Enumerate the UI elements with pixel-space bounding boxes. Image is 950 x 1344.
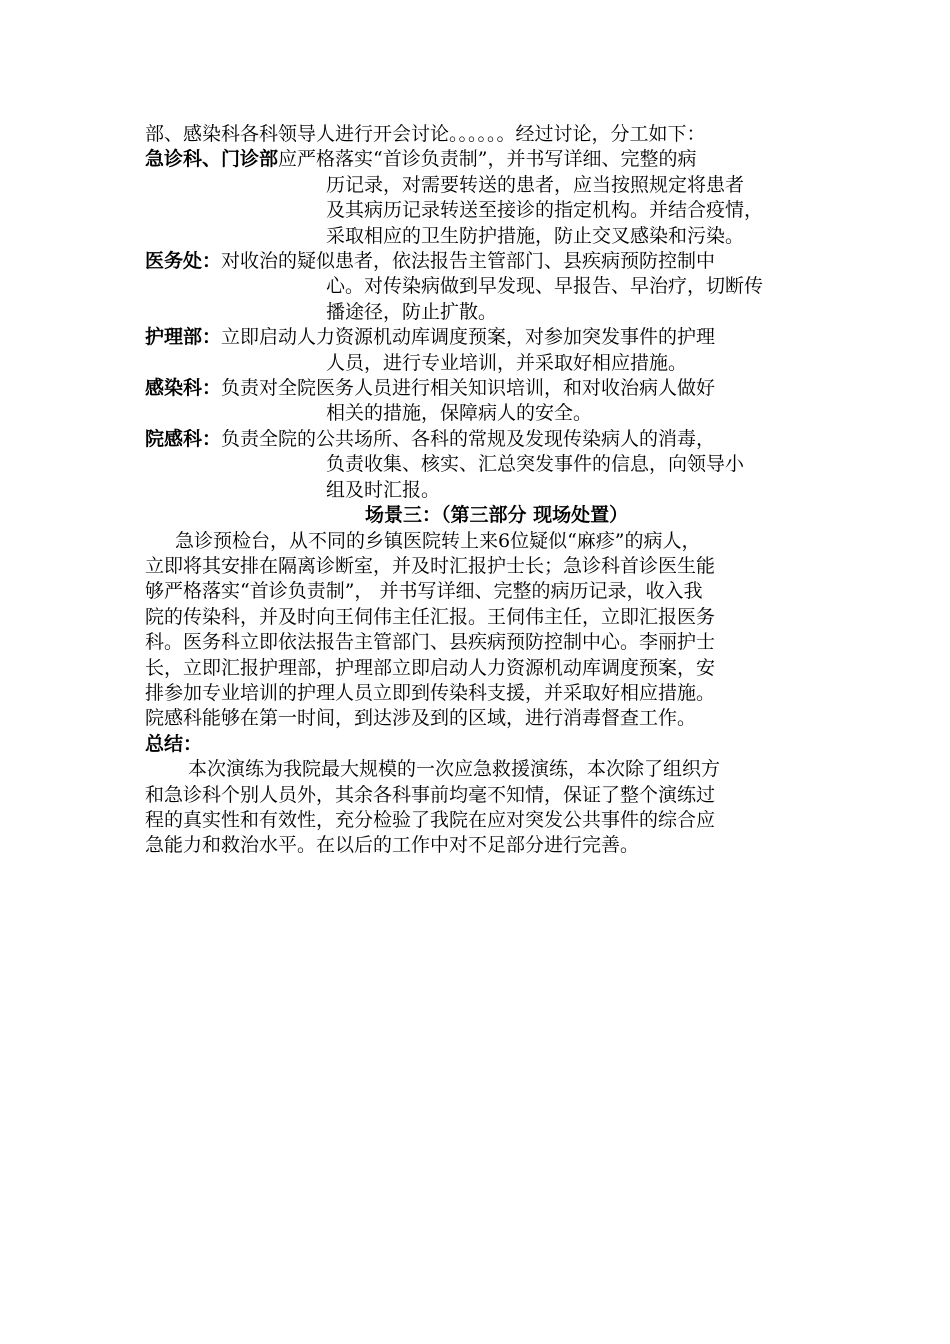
paragraph-line: 急能力和救治水平。在以后的工作中对不足部分进行完善。 (145, 834, 640, 857)
section-line: 心。对传染病做到早发现、早报告、早治疗，切断传 (326, 275, 764, 298)
intro-line: 部、感染科各科领导人进行开会讨论。。。。。。经过讨论，分工如下： (145, 123, 706, 145)
section-line: 护理部：立即启动人力资源机动库调度预案，对参加突发事件的护理 (145, 326, 716, 349)
section-line: 负责收集、核实、汇总突发事件的信息，向领导小 (326, 453, 745, 476)
paragraph-line: 排参加专业培训的护理人员立即到传染科支援，并采取好相应措施。 (145, 681, 716, 704)
section-emergency-outpatient (145, 147, 815, 249)
summary-paragraph (145, 757, 815, 859)
section-hospital-infection-control (145, 427, 815, 503)
section-line: 历记录，对需要转送的患者，应当按照规定将患者 (326, 173, 745, 196)
paragraph-line: 立即将其安排在隔离诊断室，并及时汇报护士长；急诊科首诊医生能 (145, 554, 716, 577)
section-line: 人员，进行专业培训，并采取好相应措施。 (326, 351, 688, 374)
paragraph-line: 程的真实性和有效性，充分检验了我院在应对突发公共事件的综合应 (145, 808, 716, 831)
section-heading: 护理部： (145, 326, 222, 349)
paragraph-line: 科。医务科立即依法报告主管部门、县疾病预防控制中心。李丽护士 (145, 631, 716, 654)
section-line: 院感科：负责全院的公共场所、各科的常规及发现传染病人的消毒， (145, 427, 716, 450)
section-medical-affairs (145, 249, 815, 325)
section-line: 及其病历记录转送至接诊的指定机构。并结合疫情， (326, 199, 764, 222)
paragraph-line: 本次演练为我院最大规模的一次应急救援演练，本次除了组织方 (188, 758, 721, 781)
summary-title: 总结： (145, 732, 203, 755)
section-line: 相关的措施，保障病人的安全。 (326, 402, 593, 425)
section-line: 播途径，防止扩散。 (326, 300, 498, 323)
scene-title: 场景三：（第三部分 现场处置） (365, 504, 629, 527)
paragraph-line: 够严格落实“首诊负责制”， 并书写详细、完整的病历记录，收入我 (145, 580, 703, 603)
section-heading: 急诊科、门诊部 (145, 148, 279, 171)
section-heading: 医务处： (145, 250, 222, 273)
section-heading: 感染科： (145, 377, 222, 400)
paragraph-line: 院的传染科，并及时向王伺伟主任汇报。王伺伟主任，立即汇报医务 (145, 605, 716, 628)
section-heading: 院感科： (145, 427, 222, 450)
document-body (145, 122, 815, 859)
section-nursing (145, 325, 815, 376)
scene-paragraph (145, 529, 815, 732)
paragraph-line: 长，立即汇报护理部，护理部立即启动人力资源机动库调度预案，安 (145, 656, 716, 679)
section-line: 医务处：对收治的疑似患者，依法报告主管部门、县疾病预防控制中 (145, 250, 716, 273)
paragraph-line: 和急诊科个别人员外，其余各科事前均毫不知情，保证了整个演练过 (145, 783, 716, 806)
paragraph-line: 急诊预检台，从不同的乡镇医院转上来6位疑似“麻疹”的病人， (175, 529, 701, 552)
section-line: 急诊科、门诊部应严格落实“首诊负责制”，并书写详细、完整的病 (145, 148, 697, 171)
section-line: 采取相应的卫生防护措施，防止交叉感染和污染。 (326, 224, 745, 247)
section-line: 感染科：负责对全院医务人员进行相关知识培训，和对收治病人做好 (145, 377, 716, 400)
section-line: 组及时汇报。 (326, 478, 441, 501)
section-infection-dept (145, 376, 815, 427)
paragraph-line: 院感科能够在第一时间，到达涉及到的区域，进行消毒督查工作。 (145, 707, 697, 730)
